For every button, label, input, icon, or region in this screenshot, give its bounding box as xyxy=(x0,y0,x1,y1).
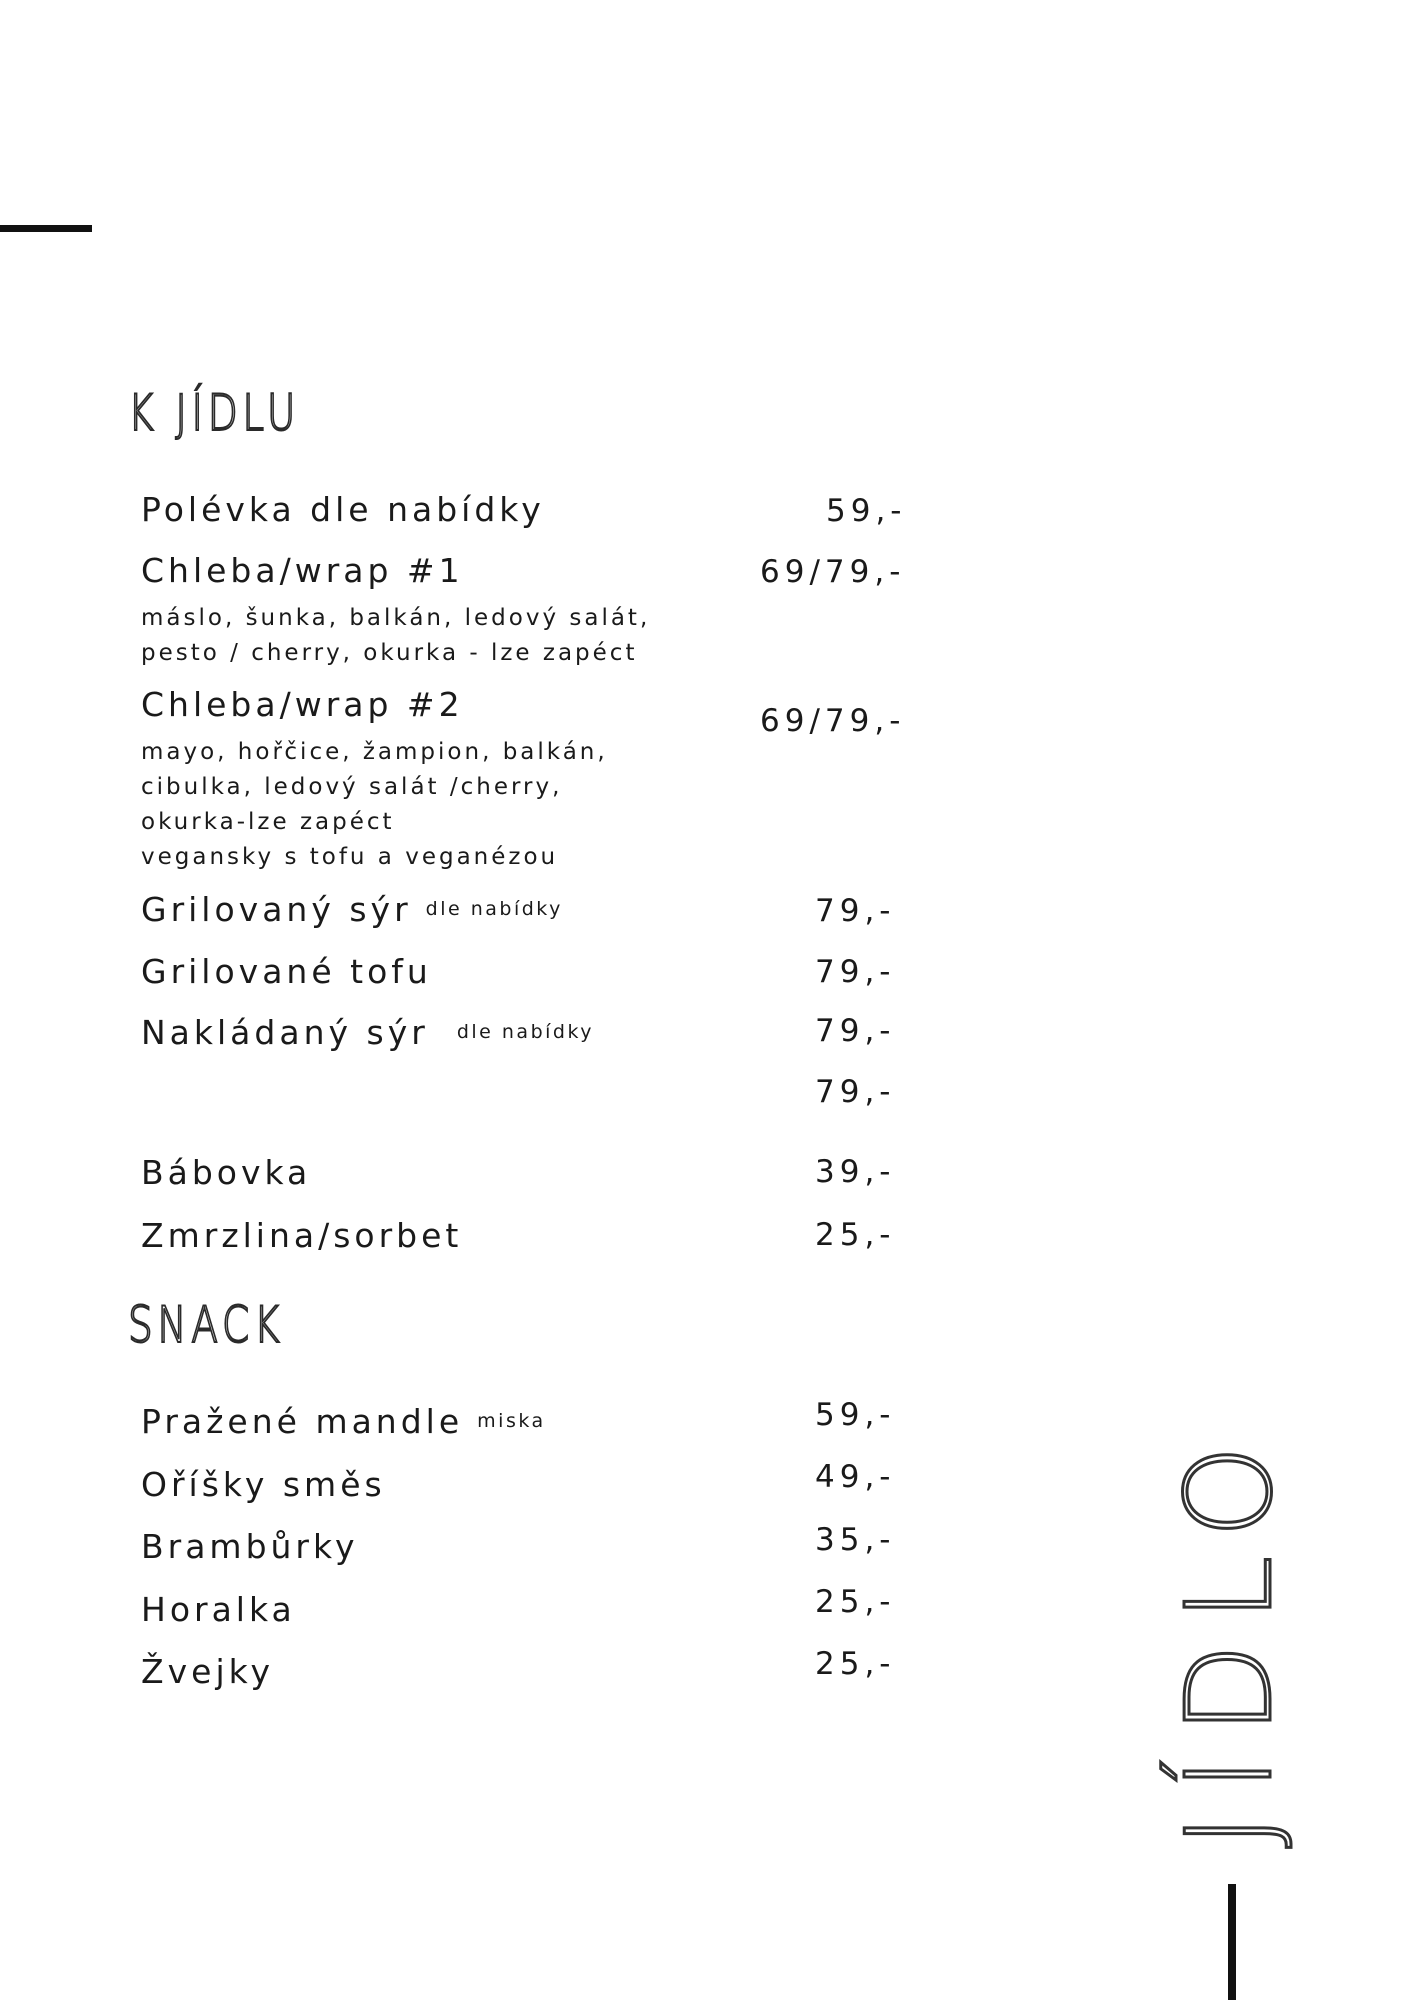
item-price: 25,- xyxy=(815,1584,896,1620)
menu-item-grilled-tofu xyxy=(141,952,432,991)
item-name: Žvejky xyxy=(141,1652,275,1691)
item-note: miska xyxy=(477,1410,546,1432)
description-line: okurka-lze zapéct xyxy=(141,809,395,835)
item-name: Chleba/wrap #1 xyxy=(141,551,464,590)
menu-item-nut-mix xyxy=(141,1465,386,1504)
description-line: cibulka, ledový salát /cherry, xyxy=(141,774,563,800)
item-note: dle nabídky xyxy=(425,898,563,920)
menu-item-pickled-cheese xyxy=(141,1013,595,1052)
description-line: máslo, šunka, balkán, ledový salát, xyxy=(141,605,651,631)
item-name: Horalka xyxy=(141,1590,296,1629)
item-name: Brambůrky xyxy=(141,1527,359,1566)
section-title-food: K JÍDLU xyxy=(128,384,301,442)
menu-item-bundt-cake xyxy=(141,1153,312,1192)
bottom-divider-line xyxy=(1228,1884,1236,2000)
item-price: 49,- xyxy=(815,1459,896,1495)
menu-item-chewing-gum xyxy=(141,1652,275,1691)
item-price: 35,- xyxy=(815,1522,896,1558)
item-name: Polévka dle nabídky xyxy=(141,490,545,529)
item-price: 79,- xyxy=(815,1013,896,1049)
item-price: 59,- xyxy=(815,1397,896,1433)
item-price: 69/79,- xyxy=(760,554,906,590)
menu-item-grilled-cheese xyxy=(141,890,563,929)
item-price: 79,- xyxy=(815,954,896,990)
item-name: Zmrzlina/sorbet xyxy=(141,1216,463,1255)
description-line: vegansky s tofu a veganézou xyxy=(141,844,559,870)
menu-item-horalka xyxy=(141,1590,296,1629)
item-price: 79,- xyxy=(815,893,896,929)
menu-item-bread-wrap-2 xyxy=(141,685,464,724)
item-name: Chleba/wrap #2 xyxy=(141,685,464,724)
item-price: 39,- xyxy=(815,1154,896,1190)
menu-item-bread-wrap-1 xyxy=(141,551,464,590)
item-description xyxy=(141,601,650,671)
item-price: 25,- xyxy=(815,1646,896,1682)
item-name: Bábovka xyxy=(141,1153,312,1192)
section-title-snack: SNACK xyxy=(128,1296,285,1354)
menu-item-ice-cream xyxy=(141,1216,463,1255)
top-divider-line xyxy=(0,225,92,232)
item-description xyxy=(141,735,608,875)
item-price: 59,- xyxy=(826,493,907,529)
side-title: JÍDLO xyxy=(1160,1423,1298,1848)
item-name: Grilované tofu xyxy=(141,952,432,991)
item-note: dle nabídky xyxy=(456,1021,595,1043)
menu-item-roasted-almonds xyxy=(141,1402,546,1441)
menu-item-chips xyxy=(141,1527,359,1566)
item-name: Oříšky směs xyxy=(141,1465,386,1504)
item-price: 25,- xyxy=(815,1217,896,1253)
item-name: Nakládaný sýr xyxy=(141,1013,429,1052)
item-name: Pražené mandle xyxy=(141,1402,464,1441)
item-price: 79,- xyxy=(815,1074,896,1110)
description-line: pesto / cherry, okurka - lze zapéct xyxy=(141,640,638,666)
item-name: Grilovaný sýr xyxy=(141,890,412,929)
menu-item-soup xyxy=(141,490,545,529)
description-line: mayo, hořčice, žampion, balkán, xyxy=(141,739,608,765)
item-price: 69/79,- xyxy=(760,703,906,739)
